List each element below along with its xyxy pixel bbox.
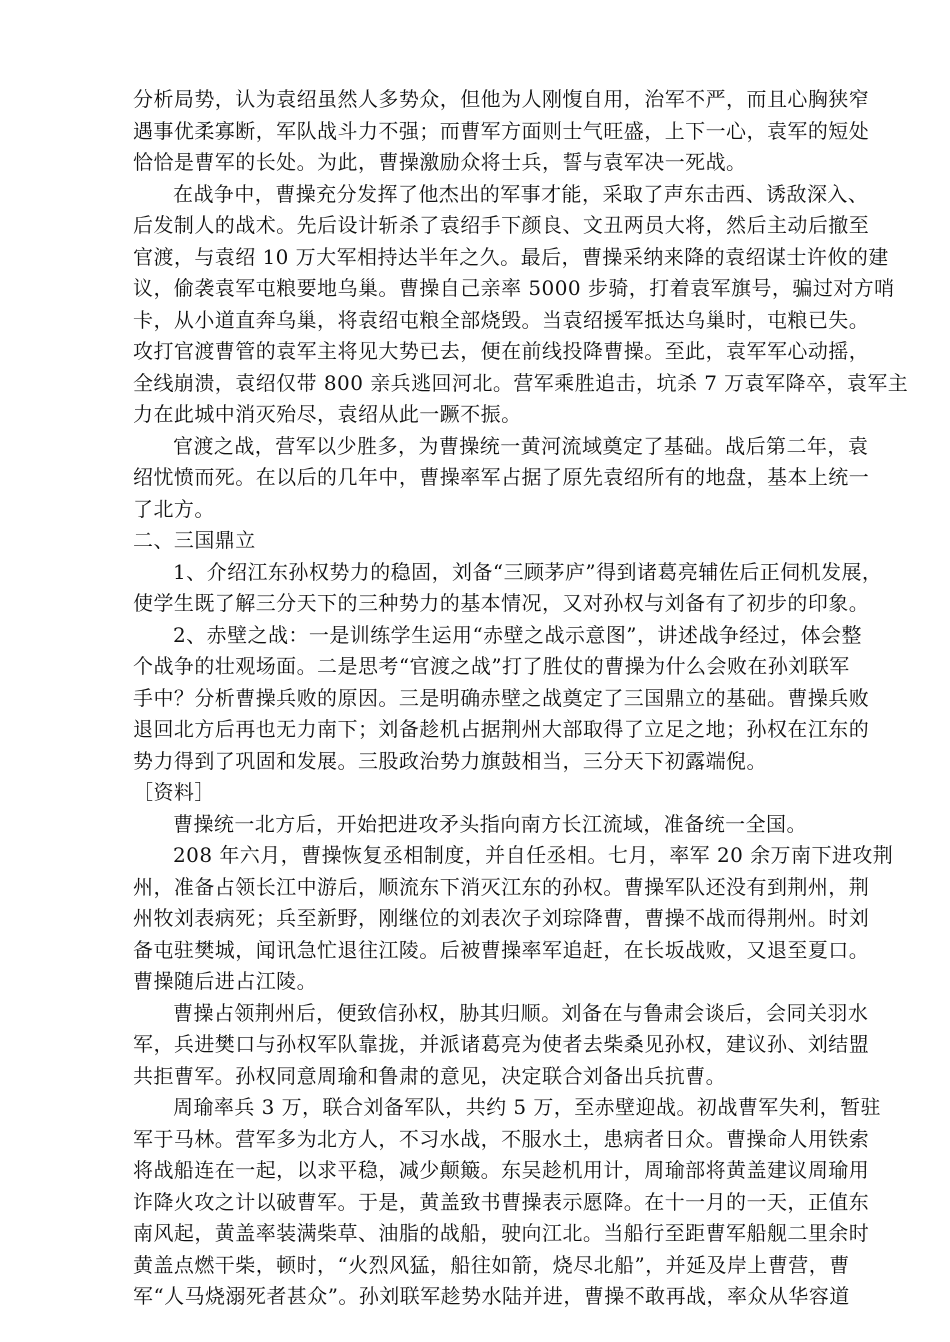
text-line: 在战争中，曹操充分发挥了他杰出的军事才能，采取了声东击西、诱敌深入、: [173, 181, 869, 206]
text-line: 208 年六月，曹操恢复丞相制度，并自任丞相。七月，率军 20 余万南下进攻荆: [173, 843, 894, 867]
text-line: 势力得到了巩固和发展。三股政治势力旗鼓相当，三分天下初露端倪。: [133, 748, 767, 773]
text-line: 二、三国鼎立: [133, 528, 256, 552]
text-line: 南风起，黄盖率装满柴草、油脂的战船，驶向江北。当船行至距曹军船舰二里余时: [133, 1221, 870, 1245]
text-line: 黄盖点燃干柴，顿时，“火烈风猛，船往如箭，烧尽北船”，并延及岸上曹营，曹: [133, 1252, 850, 1277]
text-line: 1、介绍江东孙权势力的稳固，刘备“三顾茅庐”得到诸葛亮辅佐后正伺机发展，: [173, 559, 883, 584]
text-line: 官渡，与袁绍 10 万大军相持达半年之久。最后，曹操采纳来降的袁绍谋士许攸的建: [133, 244, 889, 269]
text-line: 曹操随后进占江陵。: [133, 969, 318, 993]
document-page: [133, 84, 909, 1313]
text-line: 曹操占领荆州后，便致信孙权，胁其归顺。刘备在与鲁肃会谈后，会同关羽水: [173, 1000, 869, 1025]
text-line: 曹操统一北方后，开始把进攻矛头指向南方长江流域，准备统一全国。: [173, 811, 807, 836]
text-line: 备屯驻樊城，闻讯急忙退往江陵。后被曹操率军追赶，在长坂战败，又退至夏口。: [133, 937, 870, 962]
text-line: 军，兵进樊口与孙权军队靠拢，并派诸葛亮为使者去柴桑见孙权，建议孙、刘结盟: [133, 1032, 870, 1056]
text-line: 攻打官渡曹管的袁军主将见大势已去，便在前线投降曹操。至此，袁军军心动摇，: [133, 339, 870, 363]
text-line: 州牧刘表病死；兵至新野，刚继位的刘表次子刘琮降曹，曹操不战而得荆州。时刘: [133, 906, 870, 930]
text-line: 个战争的壮观场面。二是思考“官渡之战”打了胜仗的曹操为什么会败在孙刘联军: [133, 654, 850, 678]
text-line: 全线崩溃，袁绍仅带 800 亲兵逃回河北。营军乘胜追击，坑杀 7 万袁军降卒，袁军主: [133, 370, 909, 395]
text-line: 军“人马烧溺死者甚众”。孙刘联军趁势水陆并进，曹操不敢再战，率众从华容道: [133, 1284, 850, 1308]
text-line: 退回北方后再也无力南下；刘备趁机占据荆州大部取得了立足之地；孙权在江东的: [133, 717, 870, 741]
text-line: ［资料］: [133, 780, 215, 804]
text-line: 2、赤壁之战：一是训练学生运用“赤壁之战示意图”，讲述战争经过，体会整: [173, 622, 862, 647]
text-line: 将战船连在一起，以求平稳，减少颠簸。东吴趁机用计，周瑜部将黄盖建议周瑜用: [133, 1158, 870, 1182]
text-line: 手中？分析曹操兵败的原因。三是明确赤壁之战奠定了三国鼎立的基础。曹操兵败: [133, 685, 870, 710]
text-line: 使学生既了解三分天下的三种势力的基本情况，又对孙权与刘备有了初步的印象。: [133, 591, 870, 615]
text-line: 官渡之战，营军以少胜多，为曹操统一黄河流域奠定了基础。战后第二年，袁: [173, 433, 869, 458]
text-line: 共拒曹军。孙权同意周瑜和鲁肃的意见，决定联合刘备出兵抗曹。: [133, 1063, 727, 1088]
text-line: 绍忧愤而死。在以后的几年中，曹操率军占据了原先袁绍所有的地盘，基本上统一: [133, 465, 870, 489]
text-line: 议，偷袭袁军屯粮要地乌巢。曹操自己亲率 5000 步骑，打着袁军旗号，骗过对方哨: [133, 276, 895, 300]
text-line: 州，准备占领长江中游后，顺流东下消灭江东的孙权。曹操军队还没有到荆州，荆: [133, 874, 870, 899]
text-line: 分析局势，认为袁绍虽然人多势众，但他为人刚愎自用，治军不严，而且心胸狭窄: [133, 87, 870, 111]
text-line: 遇事优柔寡断，军队战斗力不强；而曹军方面则士气旺盛，上下一心，袁军的短处: [133, 118, 870, 143]
text-line: 后发制人的战术。先后设计斩杀了袁绍手下颜良、文丑两员大将，然后主动后撤至: [133, 213, 870, 237]
text-line: 周瑜率兵 3 万，联合刘备军队，共约 5 万，至赤壁迎战。初战曹军失利，暂驻: [173, 1095, 881, 1119]
text-line: 力在此城中消灭殆尽，袁绍从此一蹶不振。: [133, 402, 522, 426]
text-line: 诈降火攻之计以破曹军。于是，黄盖致书曹操表示愿降。在十一月的一天，正值东: [133, 1189, 870, 1214]
text-line: 了北方。: [133, 496, 215, 521]
text-line: 军于马林。营军多为北方人，不习水战，不服水土，患病者日众。曹操命人用铁索: [133, 1126, 870, 1151]
text-line: 恰恰是曹军的长处。为此，曹操激励众将士兵，誓与袁军决一死战。: [133, 150, 747, 174]
text-line: 卡，从小道直奔乌巢，将袁绍屯粮全部烧毁。当袁绍援军抵达乌巢时，屯粮已失。: [133, 307, 870, 332]
